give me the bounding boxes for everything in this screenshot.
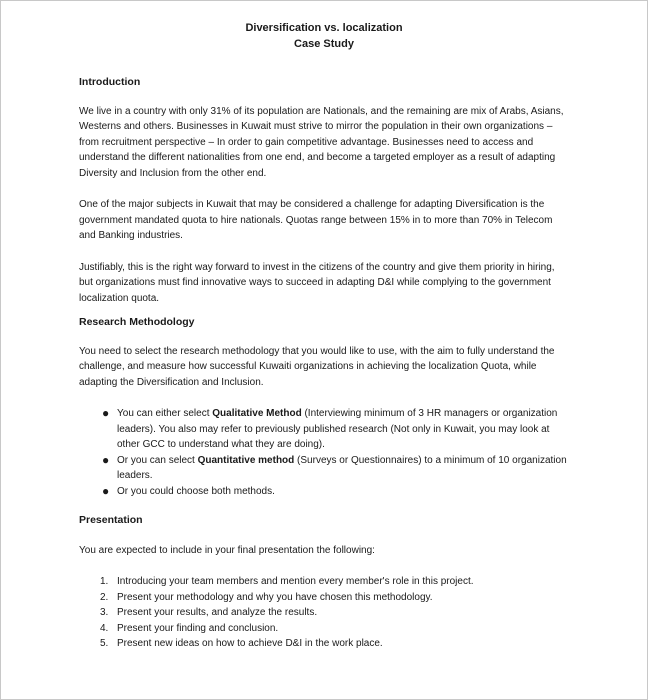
bullet-text-pre: Or you can select	[117, 454, 198, 466]
bullet-text-post: (Surveys or Questionnaires) to a minimum of 10 organization leaders.	[117, 454, 567, 481]
numbered-item	[79, 636, 569, 652]
presentation-numbered-list	[79, 574, 569, 652]
item-number: 3.	[100, 607, 109, 618]
introduction-paragraph-2: One of the major subjects in Kuwait that may be considered a challenge for adapting Diversification is the government mandated quota to hire nationals. Quotas range between 15% in to more than 70% in Telecom and Banking industries.	[79, 199, 553, 241]
research-paragraph: You need to select the research methodology that you would like to use, with the aim to fully understand the challenge, and measure how successful Kuwaiti organizations in achieving the localization Quota, while adapting the Diversification and Inclusion.	[79, 345, 555, 388]
item-text: Present your finding and conclusion.	[117, 622, 279, 634]
item-text: Present new ideas on how to achieve D&I in the work place.	[117, 638, 383, 649]
numbered-item	[79, 590, 569, 606]
bullet-text-pre: Or you could choose both methods.	[117, 485, 275, 497]
presentation-heading: Presentation	[79, 514, 143, 526]
bullet-dot-icon: ●	[102, 452, 110, 467]
numbered-item	[79, 574, 569, 590]
document-body	[79, 20, 569, 652]
methodology-bullet-list	[79, 406, 569, 499]
item-text: Present your results, and analyze the results.	[117, 607, 318, 618]
item-number: 4.	[100, 622, 109, 634]
bullet-text-bold: Quantitative method	[197, 454, 295, 466]
bullet-item	[79, 484, 569, 500]
numbered-item	[79, 605, 569, 621]
bullet-item	[79, 406, 569, 453]
item-number: 2.	[100, 591, 109, 603]
item-text: Introducing your team members and mention every member's role in this project.	[117, 576, 474, 587]
bullet-text-bold: Qualitative Method	[212, 408, 302, 419]
introduction-heading: Introduction	[79, 76, 141, 88]
bullet-item	[79, 453, 569, 484]
title-line-2: Case Study	[294, 38, 354, 50]
item-number: 5.	[100, 638, 109, 649]
introduction-paragraph-1: We live in a country with only 31% of its population are Nationals, and the remaining are mix of Arabs, Asians, Westerns and others. Businesses in Kuwait must strive to mirror the population in their own organizations – from recruitment perspective – In order to gain competitive advantage. Businesses need to access and understand the different nationalities from one end, and become a targeted employer as a result of adapting Diversity and Inclusion from the other end.	[79, 105, 564, 179]
numbered-item	[79, 621, 569, 637]
introduction-paragraph-3: Justifiably, this is the right way forward to invest in the citizens of the country and give them priority in hiring, but organizations must find innovative ways to succeed in adapting D&I while complying to the government localization quota.	[79, 261, 555, 304]
bullet-text-post: (Interviewing minimum of 3 HR managers or organization leaders). You also may refer to previously published research (Not only in Kuwait, you may look at other GCC to understand what they are doing).	[117, 408, 558, 450]
bullet-text-pre: You can either select	[117, 408, 213, 419]
item-text: Present your methodology and why you have chosen this methodology.	[117, 591, 433, 603]
title-line-1: Diversification vs. localization	[245, 22, 403, 34]
bullet-dot-icon: ●	[102, 483, 110, 498]
item-number: 1.	[100, 576, 109, 587]
document-title	[79, 20, 569, 52]
research-methodology-heading: Research Methodology	[79, 316, 195, 328]
bullet-dot-icon: ●	[102, 406, 110, 420]
presentation-intro: You are expected to include in your final presentation the following:	[79, 544, 375, 556]
